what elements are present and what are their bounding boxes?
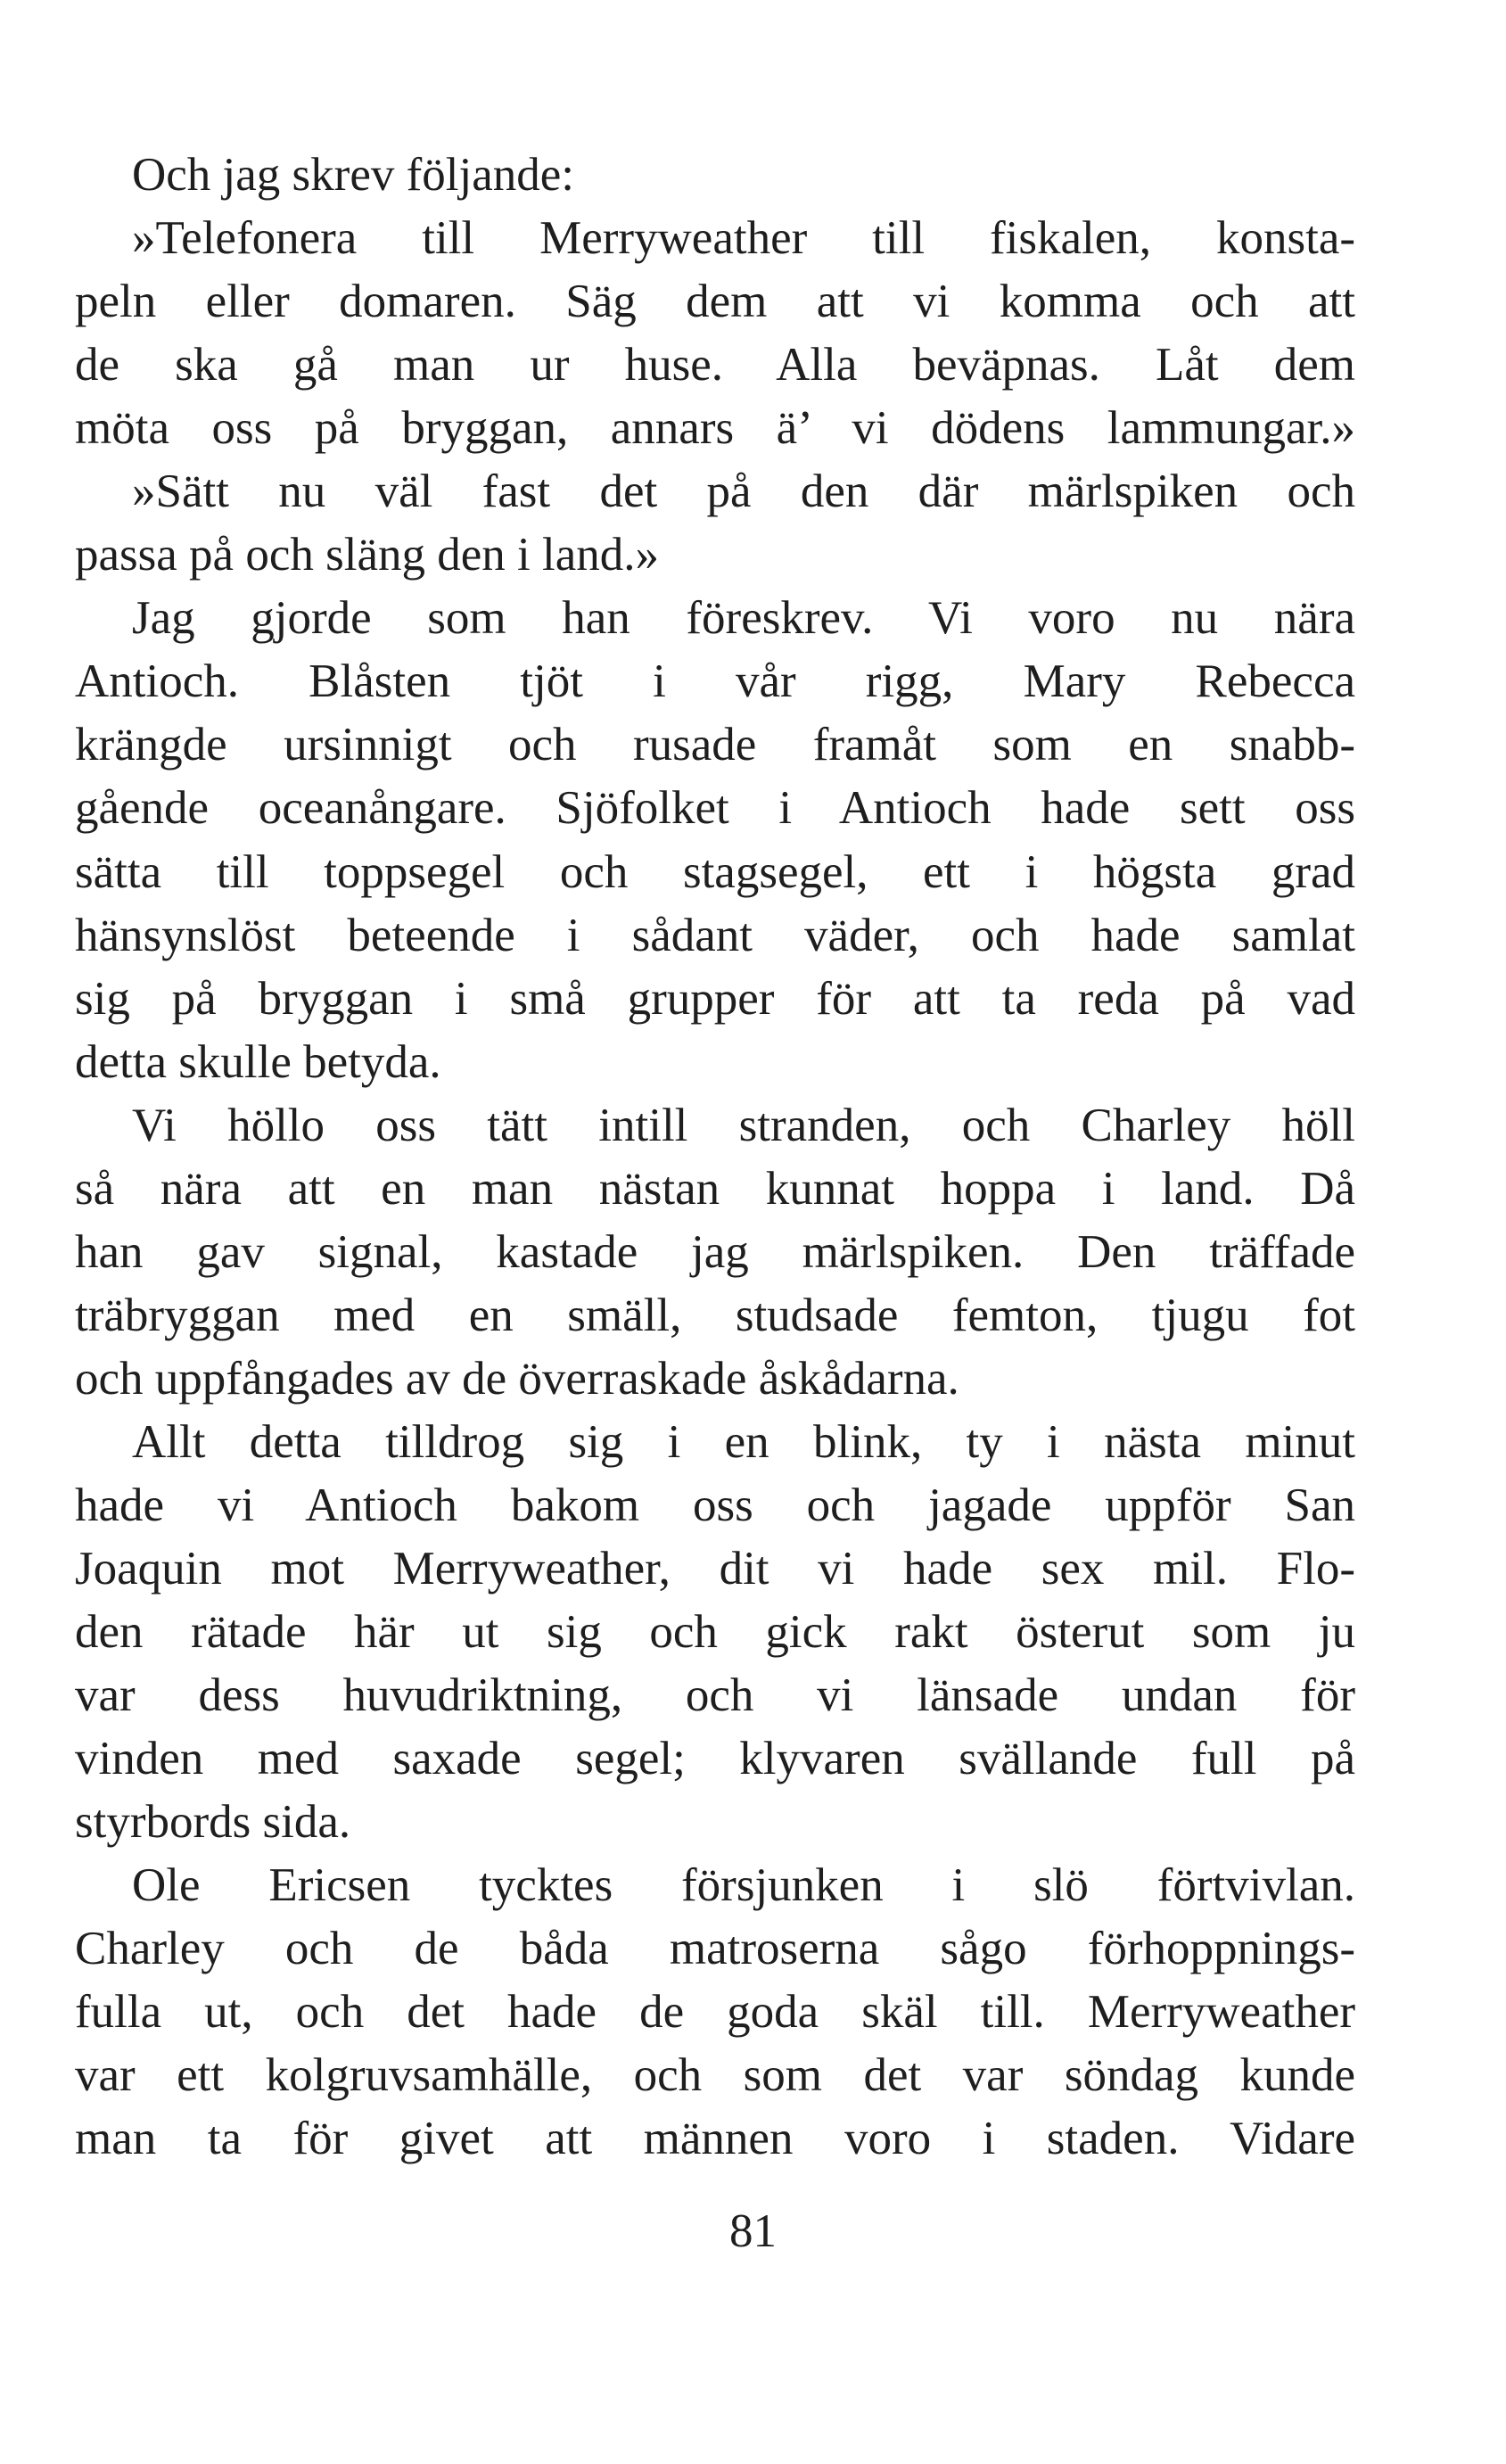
text-line: var ett kolgruvsamhälle, och som det var söndag kunde — [75, 2049, 1355, 2102]
text-line: så nära att en man nästan kunnat hoppa i land. Då — [75, 1162, 1355, 1215]
text-line: träbryggan med en smäll, studsade femton, tjugu fot — [75, 1289, 1355, 1341]
text-line: detta skulle betyda. — [75, 1035, 441, 1088]
text-line: styrbords sida. — [75, 1796, 351, 1849]
text-line: fulla ut, och det hade de goda skäl till. Merryweather — [75, 1986, 1355, 2039]
text-line: och uppfångades av de överraskade åskådarna. — [75, 1352, 959, 1405]
text-line: peln eller domaren. Säg dem att vi komma och att — [75, 276, 1355, 328]
text-line: krängde ursinnigt och rusade framåt som en snabb- — [75, 719, 1355, 771]
text-line: sig på bryggan i små grupper för att ta reda på vad — [75, 972, 1355, 1025]
text-line: möta oss på bryggan, annars ä’ vi dödens lammungar.» — [75, 402, 1355, 455]
text-line: Vi höllo oss tätt intill stranden, och Charley höll — [132, 1099, 1355, 1151]
text-line: gående oceanångare. Sjöfolket i Antioch hade sett oss — [75, 782, 1355, 835]
text-line: passa på och släng den i land.» — [75, 529, 659, 581]
text-line: de ska gå man ur huse. Alla beväpnas. Låt dem — [75, 339, 1355, 391]
text-line: Jag gjorde som han föreskrev. Vi voro nu nära — [132, 592, 1355, 645]
text-line: sätta till toppsegel och stagsegel, ett i högsta grad — [75, 845, 1355, 898]
text-line: Joaquin mot Merryweather, dit vi hade sex mil. Flo- — [75, 1543, 1355, 1595]
text-line: man ta för givet att männen voro i staden. Vidare — [75, 2113, 1355, 2165]
text-line: den rätade här ut sig och gick rakt österut som ju — [75, 1606, 1355, 1659]
text-line: Antioch. Blåsten tjöt i vår rigg, Mary Rebecca — [75, 655, 1355, 708]
text-line: Ole Ericsen tycktes försjunken i slö förtvivlan. — [132, 1859, 1355, 1912]
text-line: hänsynslöst beteende i sådant väder, och hade samlat — [75, 909, 1355, 961]
body-text — [75, 144, 1355, 2171]
text-line: Och jag skrev följande: — [132, 149, 574, 201]
text-line: Charley och de båda matroserna sågo förhoppnings- — [75, 1923, 1355, 1975]
page-number: 81 — [729, 2205, 777, 2257]
text-line: han gav signal, kastade jag märlspiken. Den träffade — [75, 1225, 1355, 1278]
text-line: var dess huvudriktning, och vi länsade undan för — [75, 1669, 1355, 1722]
text-line: hade vi Antioch bakom oss och jagade uppför San — [75, 1479, 1355, 1531]
text-line: Allt detta tilldrog sig i en blink, ty i nästa minut — [132, 1415, 1355, 1468]
text-line: vinden med saxade segel; klyvaren svällande full på — [75, 1733, 1355, 1785]
text-line: »Sätt nu väl fast det på den där märlspiken och — [132, 466, 1355, 518]
text-line: »Telefonera till Merryweather till fiskalen, konsta- — [132, 212, 1355, 265]
